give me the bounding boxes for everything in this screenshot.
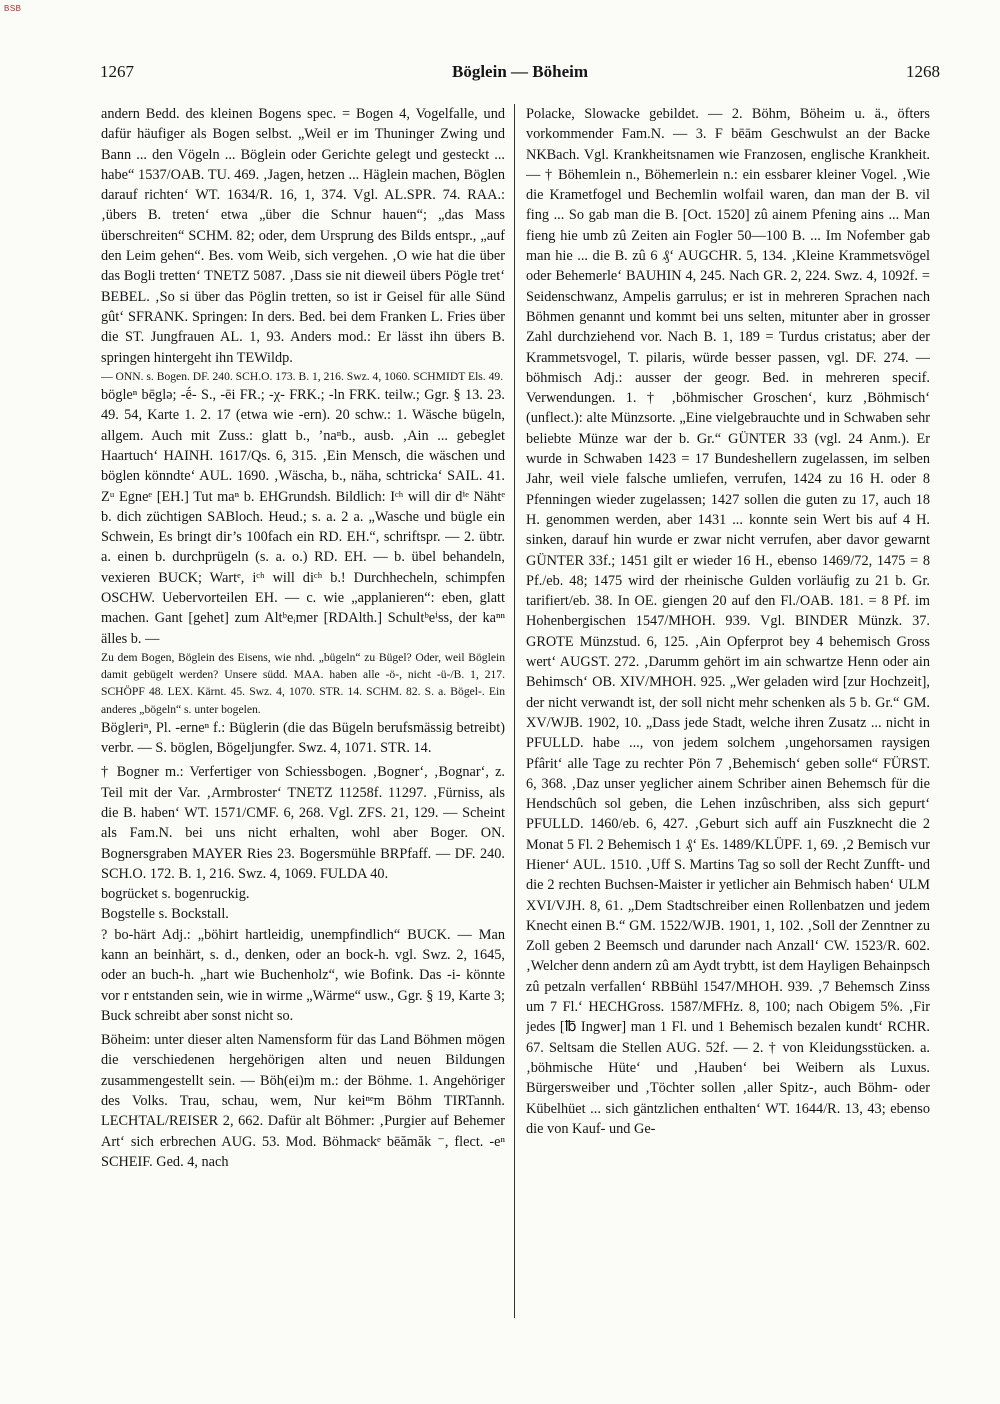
right-column — [526, 104, 930, 1322]
dictionary-paragraph: Zu dem Bogen, Böglein des Eisens, wie nhd. „bügeln“ zu Bügel? Oder, weil Böglein damit gebügelt werden? Unsere südd. MAA. haben alle -ö-, nicht -ü-/B. 1, 217. SCHÖPF 48. LEX. Kärnt. 45. Swz. 4, 1070. STR. 14. SCHM. 82. S. a. Bögel-. Ein anderes „bögeln“ s. unter bogelen. — [101, 650, 505, 716]
left-column — [101, 104, 505, 1322]
dictionary-paragraph: andern Bedd. des kleinen Bogens spec. = Bogen 4, Vogelfalle, und dafür häufiger als Bogen selbst. „Weil er im Thuninger Zwing und Bann ... den Vögeln ... Böglein oder Gerichte gelegt und gesteckt ... habe“ 1537/OAB. TU. 469. ‚Jagen, hetzen ... Häglein machen, Böglen darauf richten‘ WT. 1634/R. 16, 1, 374. Vgl. AL.SPR. 74. RAA.: ‚übers B. treten‘ etwa „über die Schnur hauen“; „das Mass überschreiten“ SCHM. 82; oder, dem Ursprung des Bilds entspr., „auf den Leim gehen“. Bes. vom Weib, sich vergehen. ‚O wie hat die über das Bogli tretten‘ TNETZ 5087. ‚Dass sie nit dieweil übers Pögle tret‘ BEBEL. ‚So si über das Pöglin tretten, so ist ir Geisel für alle Sünd gût‘ SFRANK. Springen: In ders. Bed. bei dem Franken L. Fries über die ST. Jungfrauen AL. 1, 93. Anders mod.: Er lässt ihn übers B. springen hintergeht ihn TEWildp. — [101, 106, 505, 366]
dictionary-paragraph: bögleⁿ bēglə; -ḗ- S., -ēi FR.; -χ- FRK.; -ln FRK. teilw.; Ggr. § 13. 23. 49. 54, Karte 1. 2. 17 (etwa wie -ern). 20 schw.: 1. Wäsche bügeln, allgem. Auch mit Zuss.: glatt b., ’naⁿb., ausb. ‚Ain ... gebeglet Haartuch‘ HAINH. 1617/Qs. 6, 315. ‚Ein Mensch, die wäschen und böglen könndte‘ AUL. 1690. ‚Wäscha, b., näha, schtricka‘ SAIL. 41. Zᵘ Egneᵉ [EH.] Tut maⁿ b. EHGrundsh. Bildlich: Iᶜʰ will dir dⁱᵉ Nähtᵉ b. dich züchtigen SABloch. Heud.; s. a. 2 a. „Wasche und bügle ein Schwein, Es bringt dir’s 100fach ein RD. EH.“, schriftspr. — 2. übtr. a. einen b. durchprügeln (s. a. o.) RD. EH. — b. übel behandeln, vexieren BUCK; Wartᵉ, iᶜʰ will diᶜʰ b.! Durchhecheln, schimpfen OSCHW. Uebervorteilen EH. — c. wie „applanieren“: eben, glatt machen. Gant [gehet] zum Altᵇeᵢmer [RDAlth.] Schultᵇeⁱss, der kaⁿⁿ älles b. — — [101, 387, 505, 647]
dictionary-paragraph: Böheim: unter dieser alten Namensform für das Land Böhmen mögen die verschiedenen hergehörigen alten und neuen Bildungen zusammengestellt sein. — Böh(ei)m m.: der Böhme. 1. Angehöriger des Volks. Trau, schau, wem, Nur keiⁿᵉm Böhm TIRTannh. LECHTAL/REISER 2, 662. Dafür alt Böhmer: ‚Purgier auf Behemer Art‘ sich erbrechen AUG. 53. Mod. Böhmackᵉ bēămăk ⁻, flect. -eⁿ SCHEIF. Ged. 4, nach — [101, 1032, 505, 1170]
page-header — [100, 62, 940, 84]
dictionary-paragraph: bogrücket s. bogenruckig. — [101, 886, 250, 903]
dictionary-paragraph: † Bogner m.: Verfertiger von Schiessbogen. ‚Bogner‘, ‚Bognar‘, z. Teil mit der Var. ‚Armbroster‘ TNETZ 11258f. 11297. ‚Fürniss, als die B. haben‘ WT. 1571/CMF. 6, 268. Vgl. ZFS. 21, 129. — Scheint als Fam.N. bei uns nicht erhalten, wohl aber Boger. ON. Bognersgraben MAYER Ries 23. Bogersmühle BRPfaff. — DF. 240. SCH.O. 172. B. 1, 216. Swz. 4, 1069. FULDA 40. — [101, 764, 505, 882]
library-stamp: BSB — [4, 4, 22, 13]
dictionary-paragraph: — ONN. s. Bogen. DF. 240. SCH.O. 173. B. 1, 216. Swz. 4, 1060. SCHMIDT Els. 49. — [101, 369, 504, 383]
dictionary-paragraph: Bogstelle s. Bockstall. — [101, 906, 229, 923]
column-divider — [514, 104, 515, 1318]
page-number-left: 1267 — [100, 62, 134, 81]
dictionary-paragraph: Bögleriⁿ, Pl. -erneⁿ f.: Büglerin (die das Bügeln berufsmässig betreibt) verbr. — S. böglen, Bögeljungfer. Swz. 4, 1071. STR. 14. — [101, 719, 505, 757]
dictionary-paragraph: ? bo-härt Adj.: „böhirt hartleidig, unempfindlich“ BUCK. — Man kann an beinhärt, s. d., denken, oder an bock-h. vgl. Swz. 2, 1645, oder an buch-h. „hart wie Buchenholz“, wie Bofink. Das -i- könnte vor r entstanden sein, wie in wirme „Wärme“ usw., Ggr. § 19, Karte 3; Buck schreibt aber sonst nicht so. — [101, 926, 505, 1024]
page-title: Böglein — Böheim — [451, 62, 588, 81]
dictionary-paragraph: Polacke, Slowacke gebildet. — 2. Böhm, Böheim u. ä., öfters vorkommender Fam.N. — 3. F bēām Geschwulst an der Backe NKBach. Vgl. Krankheitsnamen wie Franzosen, englische Krankheit. — † Böhemlein n., Böhemerlein n.: ein essbarer kleiner Vogel. ‚Wie die Krametfogel und Bechemlin wolfail waren, dan man der B. vil fing ... So gab man die B. [Oct. 1520] zû ainem Pfening ains ... Man fieng hie umb zû Zeiten ain Fogler 50—100 B. ... Im Nofember gab man hie ... die B. zû 6 ₰‘ AUGCHR. 5, 134. ‚Kleine Krammetsvögel oder Behemerle‘ BAUHIN 4, 245. Nach GR. 2, 224. Swz. 4, 1092f. = Seidenschwanz, Ampelis garrulus; er ist in mehreren Sprachen nach Böhmen genannt und kommt bei uns selten, mitunter aber in grosser Zahl durchziehend vor. Nach B. 1, 189 = Turdus cristatus; aber der Krammetsvogel, T. pilaris, würde besser passen, vgl. DF. 274. — böhmisch Adj.: ausser der geogr. Bed. in mehreren specif. Verwendungen. 1. † ‚böhmischer Groschen‘, kurz ‚Böhmisch‘ (unflect.): alte Münzsorte. „Eine vielgebrauchte und in Schwaben sehr beliebte Münze war der b. Gr.“ GÜNTER 33 (vgl. 24 Anm.). Er wurde in Schwaben 1423 = 17 Bundeshellern zugelassen, im selben Jahr, weil viele falsche umliefen, verrufen, 1424 zu 16 H. oder 8 Pfenningen wieder zugelassen; 1427 sollen die guten zu 17, auch 18 H. genommen werden, aber 1431 ... konnte sein Wert bis auf 4 H. sinken, darauf hin wurde er zwar nicht verrufen, aber davor gewarnt GÜNTER 33f.; 1451 gilt er wieder 16 H., ebenso 1469/72, 1475 = 8 Pf./eb. 48; 1475 wird der rheinische Gulden vorläufig zu 21 b. Gr. tarifiert/eb. 38. In OE. giengen 20 auf den Fl./OAB. 181. = 8 Pf. im Hohenbergischen 1547/MHOH. 939. Vgl. BINDER Münzk. 37. GROTE Münzstud. 6, 125. ‚Ain Opferprot bey 4 behemisch Gross wert‘ AUGST. 272. ‚Darumm gehört im ain schwartze Henn oder ain Behimsch‘ OB. XIV/MHOH. 925. „Wer geladen wird [zur Hochzeit], der nicht verwandt ist, der soll nicht mehr schenken als 5 b. Gr.“ GM. XV/WJB. 1902, 10. „Dass jede Stadt, welche ihren Zusatz ... nicht in PFULLD. habe ..., von jedem solchem ‚ungehorsamen raysigen Pfârit‘ alle Tage zu rechter Pön 7 ‚Behemisch‘ geben solle“ FÜRST. 6, 368. ‚Daz unser yeglicher ainem Schriber ainen Behemsch für die Hendschûch sol geben, die Lehen inzûschriben, alss sich gepurt‘ PFULLD. 1460/eb. 6, 427. ‚Geburt sich auff ain Fuszknecht die 2 Monat 5 Fl. 2 Behemisch 1 ₰‘ Es. 1489/KLÜPF. 1, 69. ‚2 Bemisch vur Hiener‘ AUL. 1510. ‚Uff S. Martins Tag so soll der Recht Zunfft- und die 2 rechten Buchsen-Maister ir yetlicher ain Behmisch haben‘ ULM XVI/VJH. 8, 61. „Dem Stadtschreiber einen Rollenbatzen und jedem Knecht einen B.“ GM. 1522/WJB. 1901, 1, 102. ‚Soll der Zenntner zu Zoll geben 2 Beemsch und darunder nach Anzall‘ CW. 1523/R. 602. ‚Welcher denn andern zû am Aydt trybtt, ist dem Hayligen Behainpsch zû petzaln verfallen‘ RBBühl 1547/MHOH. 939. ‚7 Behemsch Zinss um 7 Fl.‘ HECHGross. 1587/MFHz. 8, 100; nach Obigem 5%. ‚Fir jedes [℔ Ingwer] man 1 Fl. und 1 Behemisch bezalen kundt‘ RCHR. 67. Seltsam die Stellen AUG. 52f. — 2. † von Kleidungsstücken. a. ‚böhmische Hüte‘ und ‚Hauben‘ bei Weibern als Luxus. Bürgersweiber und ‚Töchter sollen ‚aller Spitz-, auch Böhm- oder Kübelhüet ... sich gäntzlichen enthalten‘ WT. 1644/R. 13, 43; ebenso die von Kauf- und Ge- — [526, 106, 930, 1137]
page-number-right: 1268 — [906, 62, 940, 81]
